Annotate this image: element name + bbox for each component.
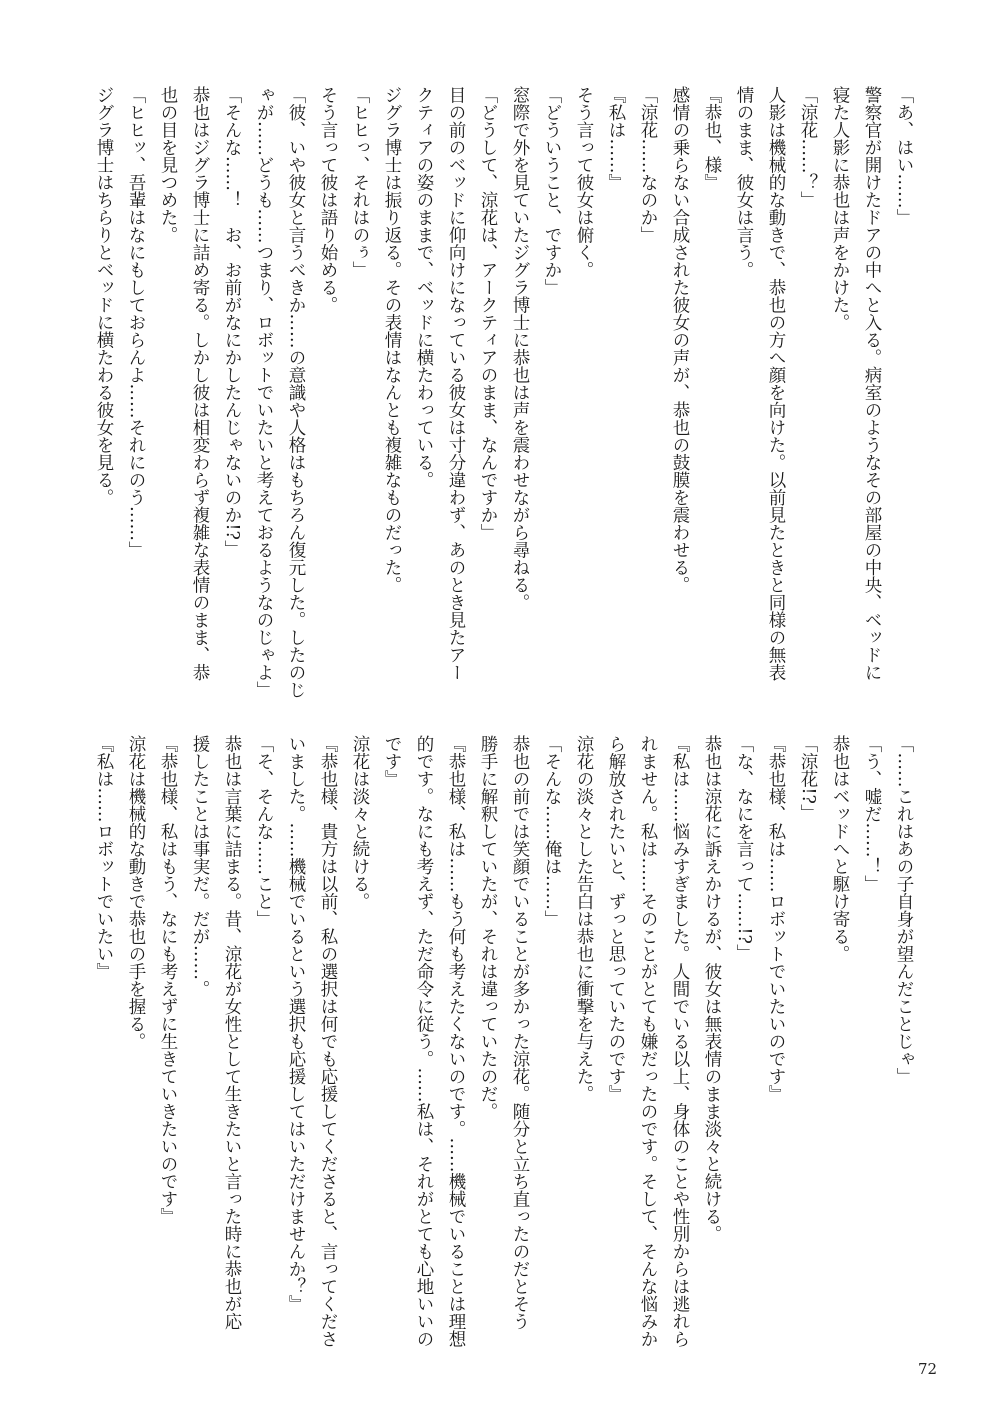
text-line: 『恭也様、私は……もう何も考えたくないのです。……機械でいることは理想 [446, 735, 466, 1348]
text-line: 寝た人影に恭也は声をかけた。 [830, 86, 850, 331]
text-line: 窓際で外を見ていたジグラ博士に恭也は声を震わせながら尋ねる。 [510, 86, 530, 611]
text-line: クティアの姿のままで、ベッドに横たわっている。 [414, 86, 434, 489]
text-line: そう言って彼は語り始める。 [318, 86, 338, 314]
text-line: 恭也は涼花に訴えかけるが、彼女は無表情のまま淡々と続ける。 [702, 735, 722, 1243]
text-line: そう言って彼女は俯く。 [574, 86, 594, 279]
text-line: 「どういうこと、ですか」 [542, 86, 562, 296]
text-line: 『恭也様、貴方は以前、私の選択は何でも応援してくださると、言ってくださ [318, 735, 338, 1348]
text-line: ジグラ博士はちらりとベッドに横たわる彼女を見る。 [94, 86, 114, 506]
text-line: 「涼花!?」 [798, 735, 818, 822]
text-line: 恭也の前では笑顔でいることが多かった涼花。随分と立ち直ったのだとそう [510, 735, 530, 1330]
text-line: ジグラ博士は振り返る。その表情はなんとも複雑なものだった。 [382, 86, 402, 594]
lower-text-tier [88, 735, 920, 1348]
text-line: 『私は……』 [606, 86, 626, 191]
text-line: 『恭也様、私はもう、なにも考えずに生きていきたいのです』 [158, 735, 178, 1225]
upper-text-tier [88, 86, 920, 699]
text-line: 涼花は淡々と続ける。 [350, 735, 370, 910]
text-line: 「あ、はい……」 [894, 86, 914, 226]
text-line: いました。……機械でいるという選択も応援してはいただけませんか？』 [286, 735, 306, 1313]
text-line: 目の前のベッドに仰向けになっている彼女は寸分違わず、あのとき見たアー [446, 86, 466, 681]
text-line: れません。私は……そのことがとても嫌だったのです。そして、そんな悩みか [638, 735, 658, 1348]
text-line: 情のまま、彼女は言う。 [734, 86, 754, 279]
text-line: 「そ、そんな……こと」 [254, 735, 274, 928]
text-line: 的です。なにも考えず、ただ命令に従う。……私は、それがとても心地いいの [414, 735, 434, 1348]
text-line: 『私は……ロボットでいたい』 [94, 735, 114, 980]
text-line: 恭也はジグラ博士に詰め寄る。しかし彼は相変わらず複雑な表情のまま、恭 [190, 86, 210, 681]
text-line: 涼花は機械的な動きで恭也の手を握る。 [126, 735, 146, 1050]
text-line: 「涼花……なのか」 [638, 86, 658, 244]
text-line: 「どうして、涼花は、アークティアのまま、なんですか」 [478, 86, 498, 541]
text-line: 『恭也、様』 [702, 86, 722, 191]
text-line: 涼花の淡々とした告白は恭也に衝撃を与えた。 [574, 735, 594, 1103]
text-line: 感情の乗らない合成された彼女の声が、恭也の鼓膜を震わせる。 [670, 86, 690, 594]
text-line: 『私は……悩みすぎました。人間でいる以上、身体のことや性別からは逃れら [670, 735, 690, 1348]
page-number: 72 [918, 1360, 938, 1378]
text-line: 「そんな……！ お、お前がなにかしたんじゃないのか!?」 [222, 86, 242, 558]
text-line: 也の目を見つめた。 [158, 86, 178, 244]
text-line: 恭也はベッドへと駆け寄る。 [830, 735, 850, 963]
text-line: ら解放されたいと、ずっと思っていたのです』 [606, 735, 626, 1103]
text-line: 「う、嘘だ……！」 [862, 735, 882, 893]
text-line: 「そんな……俺は……」 [542, 735, 562, 928]
text-line: 警察官が開けたドアの中へと入る。病室のようなその部屋の中央、ベッドに [862, 86, 882, 681]
text-line: ゃが……どうも……つまり、ロボットでいたいと考えておるようなのじゃよ」 [254, 86, 274, 699]
text-line: 勝手に解釈していたが、それは違っていたのだ。 [478, 735, 498, 1120]
text-line: 「ヒヒっ、それはのぅ」 [350, 86, 370, 279]
text-line: 援したことは事実だ。だが……。 [190, 735, 210, 998]
text-line: 「ヒヒッ、吾輩はなにもしておらんよ……それにのう……」 [126, 86, 146, 559]
text-line: 「彼、いや彼女と言うべきか……の意識や人格はもちろん復元した。したのじ [286, 86, 306, 699]
text-line: 「……これはあの子自身が望んだことじゃ」 [894, 735, 914, 1085]
text-line: 人影は機械的な動きで、恭也の方へ顔を向けた。以前見たときと同様の無表 [766, 86, 786, 681]
text-line: 「涼花……？」 [798, 86, 818, 209]
text-line: です』 [382, 735, 402, 788]
text-line: 『恭也様、私は……ロボットでいたいのです』 [766, 735, 786, 1103]
text-line: 「な、なにを言って……!?」 [734, 735, 754, 962]
text-line: 恭也は言葉に詰まる。昔、涼花が女性として生きたいと言った時に恭也が応 [222, 735, 242, 1330]
